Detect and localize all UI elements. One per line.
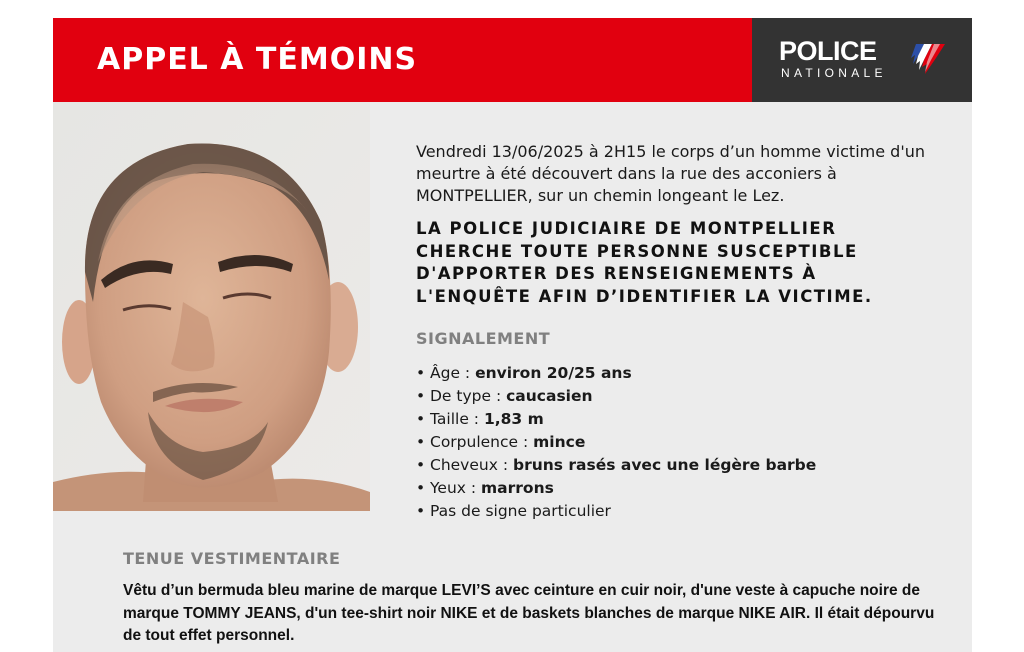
police-nationale-logo: [752, 18, 972, 102]
signalement-item-build: [416, 431, 816, 454]
item-label: Corpulence :: [430, 433, 534, 451]
item-label: Cheveux :: [430, 456, 513, 474]
french-flag-wing-icon: [910, 42, 946, 76]
witness-appeal-poster: [53, 18, 972, 652]
item-value: environ 20/25 ans: [475, 364, 632, 382]
victim-photo: [53, 102, 370, 511]
bullet-icon: •: [416, 410, 426, 428]
poster-header: [53, 18, 972, 102]
signalement-item-height: [416, 408, 816, 431]
poster-title: APPEL À TÉMOINS: [97, 42, 418, 77]
item-value: marrons: [481, 479, 554, 497]
bullet-icon: •: [416, 433, 426, 451]
header-title-band: [53, 18, 752, 102]
logo-text-police: POLICE: [779, 36, 877, 66]
item-label: Taille :: [430, 410, 484, 428]
clothing-heading: TENUE VESTIMENTAIRE: [123, 549, 341, 568]
signalement-list: [416, 362, 816, 523]
signalement-heading: SIGNALEMENT: [416, 329, 551, 348]
clothing-description: Vêtu d’un bermuda bleu marine de marque LEVI’S avec ceinture en cuir noir, d'une veste à capuche noire de marque TOMMY JEANS, d'un tee-shirt noir NIKE et de baskets blanches de marque NIKE AIR. Il était dépourvu de tout effet personnel.: [123, 582, 935, 644]
incident-description: Vendredi 13/06/2025 à 2H15 le corps d’un homme victime d'un meurtre à été découvert dans la rue des acconiers à MONTPELLIER, sur un chemin longeant le Lez.: [416, 142, 925, 205]
signalement-item-hair: [416, 454, 816, 477]
item-label: De type :: [430, 387, 507, 405]
signalement-item-age: [416, 362, 816, 385]
signalement-item-type: [416, 385, 816, 408]
bullet-icon: •: [416, 502, 426, 520]
appeal-statement: LA POLICE JUDICIAIRE DE MONTPELLIER CHERCHE TOUTE PERSONNE SUSCEPTIBLE D'APPORTER DES RENSEIGNEMENTS À L'ENQUÊTE AFIN D’IDENTIFIER LA VICTIME.: [416, 219, 873, 306]
item-value: mince: [533, 433, 586, 451]
item-value: 1,83 m: [483, 410, 544, 428]
signalement-item-eyes: [416, 477, 816, 500]
bullet-icon: •: [416, 364, 426, 382]
item-value: bruns rasés avec une légère barbe: [512, 456, 817, 474]
logo-text-nationale: NATIONALE: [781, 66, 887, 80]
bullet-icon: •: [416, 456, 426, 474]
bullet-icon: •: [416, 387, 426, 405]
item-label: Âge :: [430, 364, 476, 382]
victim-face-image: [53, 102, 370, 511]
item-label: Pas de signe particulier: [430, 502, 611, 520]
item-value: caucasien: [506, 387, 593, 405]
bullet-icon: •: [416, 479, 426, 497]
item-label: Yeux :: [430, 479, 482, 497]
signalement-item-marks: [416, 500, 816, 523]
